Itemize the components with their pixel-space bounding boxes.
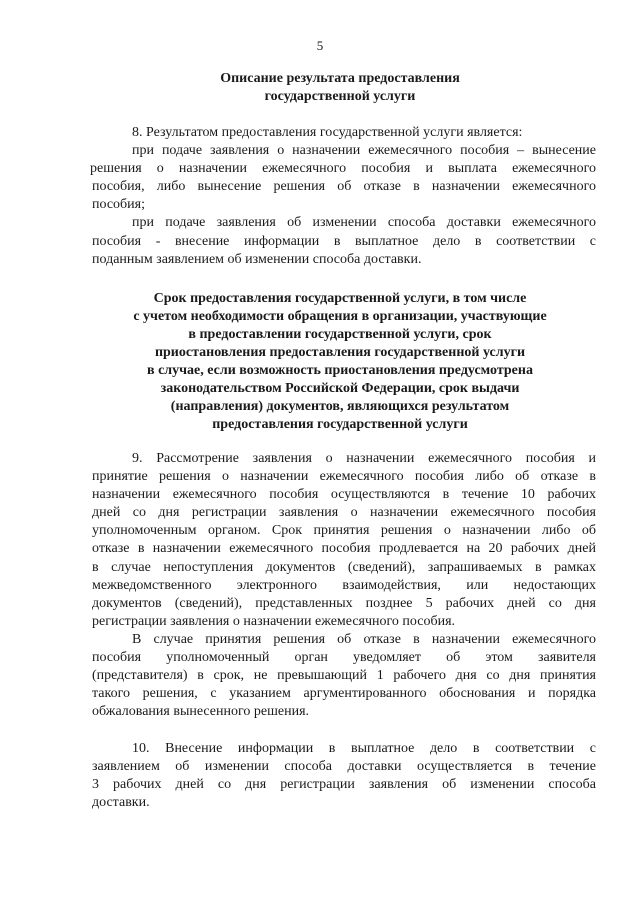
text-line: пособия, либо вынесение решения об отказе в назначении ежемесячного <box>92 179 596 195</box>
heading-line: приостановления предоставления государственной услуги <box>154 345 526 360</box>
paragraph-10 <box>92 740 596 812</box>
text-line: (представителя) в срок, не превышающий 1 рабочего дня со дня принятия <box>92 668 596 684</box>
text-line: 9. Рассмотрение заявления о назначении ежемесячного пособия и <box>132 451 596 466</box>
text-line: при подаче заявления об изменении способа доставки ежемесячного <box>132 215 596 231</box>
text-line: решения о назначении ежемесячного пособия и выплата ежемесячного <box>90 161 596 177</box>
page-number: 5 <box>316 38 324 53</box>
paragraph-9 <box>92 450 596 721</box>
heading-line: в случае, если возможность приостановления предусмотрена <box>147 363 533 378</box>
heading-line: Срок предоставления государственной услуги, в том числе <box>153 291 527 306</box>
text-line: 8. Результатом предоставления государственной услуги является: <box>132 125 523 140</box>
text-line: поданным заявлением об изменении способа доставки. <box>92 251 422 267</box>
heading-line: с учетом необходимости обращения в организации, участвующие <box>133 309 547 324</box>
heading-line: законодательством Российской Федерации, срок выдачи <box>160 381 520 396</box>
heading-line: Описание результата предоставления <box>220 71 460 86</box>
heading-line: государственной услуги <box>264 89 416 104</box>
section-heading-timeframe <box>60 290 620 434</box>
heading-line: (направления) документов, являющихся результатом <box>170 399 510 414</box>
text-line: документов (сведений), представленных позднее 5 рабочих дней со дня <box>92 595 596 611</box>
text-line: назначении ежемесячного пособия осуществляются в течение 10 рабочих <box>92 487 596 503</box>
text-line: отказе в назначении ежемесячного пособия продлевается на 20 рабочих дней <box>92 541 596 557</box>
text-line: пособия уполномоченный орган уведомляет об этом заявителя <box>92 650 596 666</box>
text-line: пособия; <box>92 197 145 213</box>
text-line: 10. Внесение информации в выплатное дело в соответствии с <box>132 741 596 756</box>
paragraph-8 <box>92 124 596 269</box>
text-line: В случае принятия решения об отказе в назначении ежемесячного <box>132 631 596 647</box>
text-line: уполномоченным органом. Срок принятия решения о назначении либо об <box>92 523 596 539</box>
heading-line: в предоставлении государственной услуги, срок <box>188 327 492 342</box>
text-line: заявлением об изменении способа доставки осуществляется в течение <box>92 759 596 775</box>
text-line: в случае непоступления документов (сведений), запрашиваемых в рамках <box>92 559 596 575</box>
text-line: дней со дня регистрации заявления о назначении ежемесячного пособия <box>92 505 596 521</box>
text-line: регистрации заявления о назначении ежемесячного пособия. <box>92 613 456 629</box>
text-line: межведомственного электронного взаимодействия, или недостающих <box>92 577 596 593</box>
text-line: при подаче заявления о назначении ежемесячного пособия – вынесение <box>132 143 596 159</box>
text-line: такого решения, с указанием аргументированного обоснования и порядка <box>92 686 596 702</box>
heading-line: предоставления государственной услуги <box>212 417 468 432</box>
section-heading-result <box>60 70 620 106</box>
text-line: обжалования вынесенного решения. <box>92 704 310 720</box>
text-line: принятие решения о назначении ежемесячного пособия либо об отказе в <box>92 469 596 485</box>
text-line: 3 рабочих дней со дня регистрации заявления об изменении способа <box>92 777 596 793</box>
text-line: пособия - внесение информации в выплатное дело в соответствии с <box>92 233 596 249</box>
text-line: доставки. <box>92 795 150 811</box>
